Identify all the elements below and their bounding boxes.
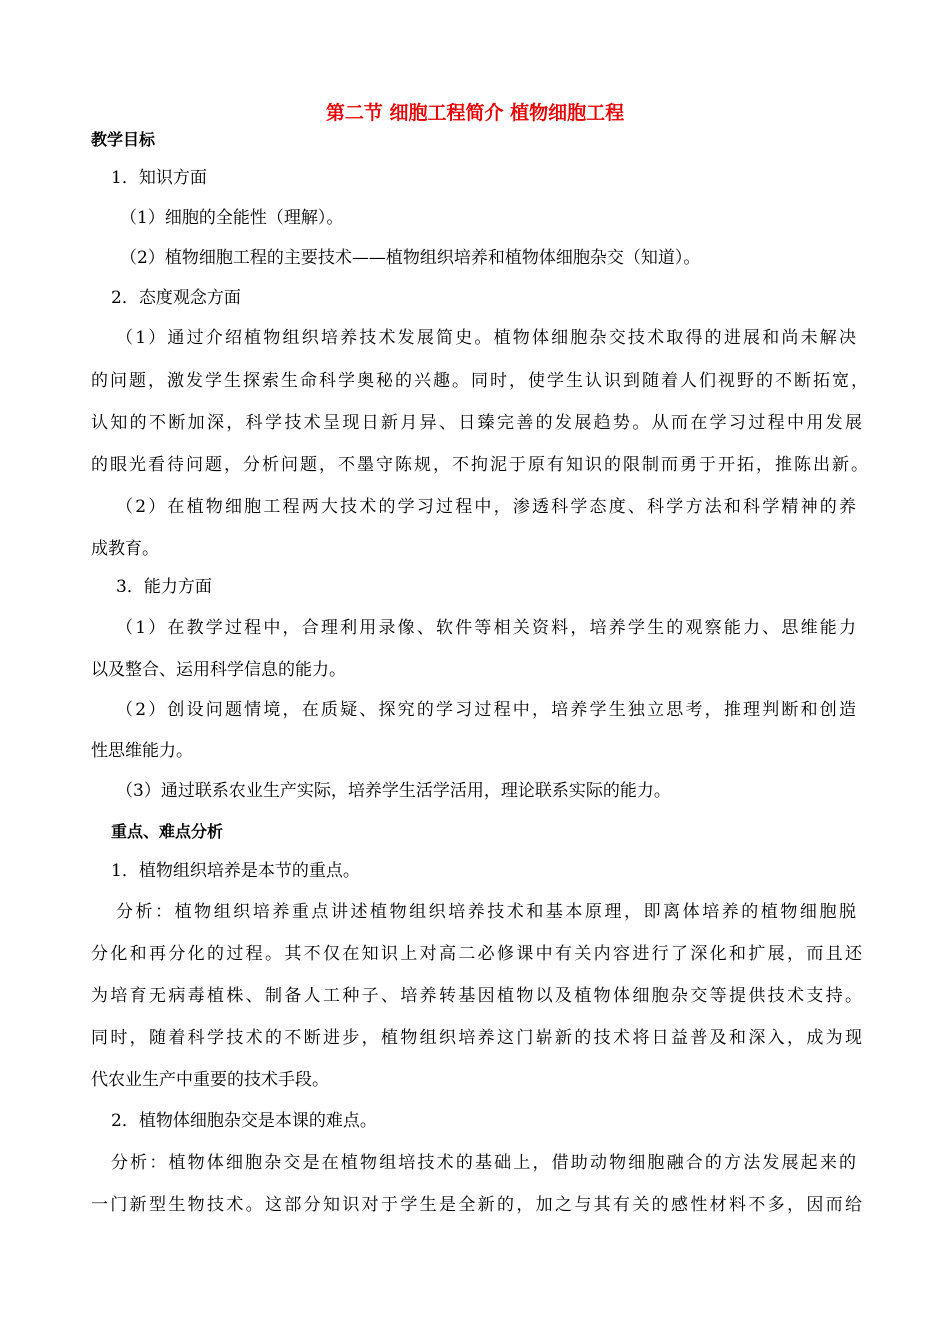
text-line: 性思维能力。 xyxy=(91,741,193,761)
section-heading-key-points: 重点、难点分析 xyxy=(111,822,224,841)
text-line: 分化和再分化的过程。其不仅在知识上对高二必修课中有关内容进行了深化和扩展，而且还 xyxy=(91,944,862,964)
text-line: （2）创设问题情境，在质疑、探究的学习过程中，培养学生独立思考，推理判断和创造 xyxy=(116,700,856,720)
subheading-ability: 3．能力方面 xyxy=(116,577,212,597)
text-line: （1）细胞的全能性（理解）。 xyxy=(120,208,344,228)
text-line: 同时，随着科学技术的不断进步，植物组织培养这门崭新的技术将日益普及和深入，成为现 xyxy=(91,1028,862,1048)
text-line: （3）通过联系农业生产实际，培养学生活学活用，理论联系实际的能力。 xyxy=(116,781,671,801)
text-line: （1）通过介绍植物组织培养技术发展简史。植物体细胞杂交技术取得的进展和尚未解决 xyxy=(116,328,856,348)
text-line: 的问题，激发学生探索生命科学奥秘的兴趣。同时，使学生认识到随着人们视野的不断拓宽， xyxy=(91,371,868,391)
page-title: 第二节 细胞工程简介 植物细胞工程 xyxy=(325,102,625,124)
text-line: 以及整合、运用科学信息的能力。 xyxy=(91,660,346,680)
subheading-key-point: 1．植物组织培养是本节的重点。 xyxy=(111,861,360,881)
subheading-knowledge: 1．知识方面 xyxy=(111,168,207,188)
section-heading-teaching-goals: 教学目标 xyxy=(91,130,156,149)
text-line: 分析：植物体细胞杂交是在植物组培技术的基础上，借助动物细胞融合的方法发展起来的 xyxy=(111,1153,856,1173)
subheading-difficult-point: 2．植物体细胞杂交是本课的难点。 xyxy=(111,1111,377,1131)
text-line: 为培育无病毒植株、制备人工种子、培养转基因植物以及植物体细胞杂交等提供技术支持。 xyxy=(91,986,862,1006)
text-line: 认知的不断加深，科学技术呈现日新月异、日臻完善的发展趋势。从而在学习过程中用发展 xyxy=(91,413,862,433)
text-line: 成教育。 xyxy=(91,539,159,559)
text-line: 分析：植物组织培养重点讲述植物组织培养技术和基本原理，即离体培养的植物细胞脱 xyxy=(116,902,856,922)
text-line: 代农业生产中重要的技术手段。 xyxy=(91,1070,329,1090)
subheading-attitude: 2．态度观念方面 xyxy=(111,288,241,308)
text-line: （1）在教学过程中，合理利用录像、软件等相关资料，培养学生的观察能力、思维能力 xyxy=(116,618,856,638)
text-line: 一门新型生物技术。这部分知识对于学生是全新的，加之与其有关的感性材料不多，因而给 xyxy=(91,1195,862,1215)
text-line: （2）在植物细胞工程两大技术的学习过程中，渗透科学态度、科学方法和科学精神的养 xyxy=(116,497,856,517)
text-line: 的眼光看待问题，分析问题，不墨守陈规，不拘泥于原有知识的限制而勇于开拓，推陈出新。 xyxy=(91,455,868,475)
text-line: （2）植物细胞工程的主要技术——植物组织培养和植物体细胞杂交（知道）。 xyxy=(120,248,701,268)
